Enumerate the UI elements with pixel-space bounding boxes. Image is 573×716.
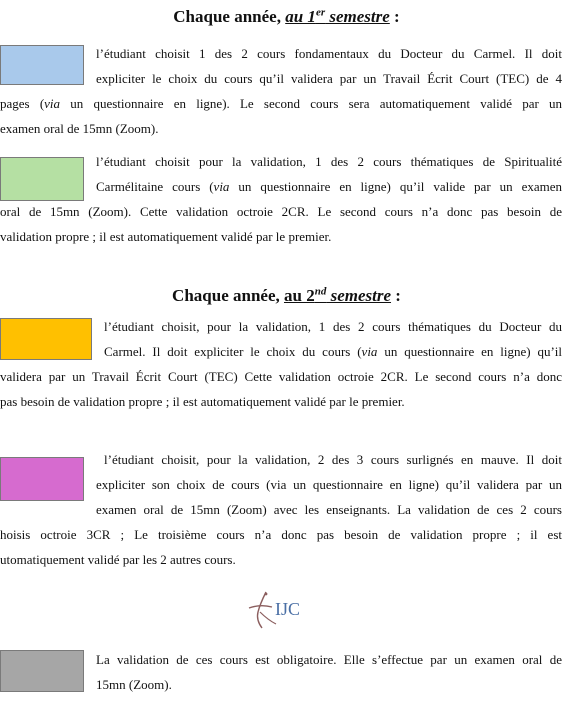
- ijc-logo-mark-icon: [246, 588, 310, 632]
- paragraph-mauve: l’étudiant choisit, pour la validation, 2 des 3 cours surlignés en mauve. Il doit expliciter son choix de cours (via un questionnaire en ligne) qu’il validera par un examen oral de 15mn (Zoom) avec les enseignants. La validation de ces 2 cours hoisis octroie 3CR ; Le troisième cours n’a donc pas besoin de validation propre ; il est utomatiquement validé par les 2 autres cours.: [0, 452, 562, 567]
- paragraph-blue: l’étudiant choisit 1 des 2 cours fondamentaux du Docteur du Carmel. Il doit expliciter le choix du cours qu’il validera par un Travail Écrit Court (TEC) de 4 pages (via un questionnaire en ligne). Le second cours sera automatiquement validé par un examen oral de 15mn (Zoom).: [0, 46, 563, 136]
- svg-text:IJC: IJC: [275, 599, 301, 619]
- ijc-logo: [246, 588, 310, 632]
- paragraph-grey: La validation de ces cours est obligatoire. Elle s’effectue par un examen oral de 15mn (Zoom).: [96, 652, 562, 692]
- paragraph-green: l’étudiant choisit pour la validation, 1 des 2 cours thématiques de Spiritualité Carmélitaine cours (via un questionnaire en ligne) qu’il valide par un examen oral de 15mn (Zoom). Cette validation octroie 2CR. Le second cours n’a donc pas besoin de validation propre ; il est automatiquement validé par le premier.: [0, 154, 562, 244]
- heading-semester-1: Chaque année, au 1er semestre :: [173, 6, 400, 26]
- paragraph-yellow: l’étudiant choisit, pour la validation, 1 des 2 cours thématiques du Docteur du Carmel. Il doit expliciter le choix du cours (via un questionnaire en ligne) qu’il validera par un Travail Écrit Court (TEC) Cette validation octroie 2CR. Le second cours n’a donc pas besoin de validation propre ; il est automatiquement validé par le premier.: [0, 319, 563, 409]
- heading-semester-2: Chaque année, au 2nd semestre :: [172, 285, 401, 305]
